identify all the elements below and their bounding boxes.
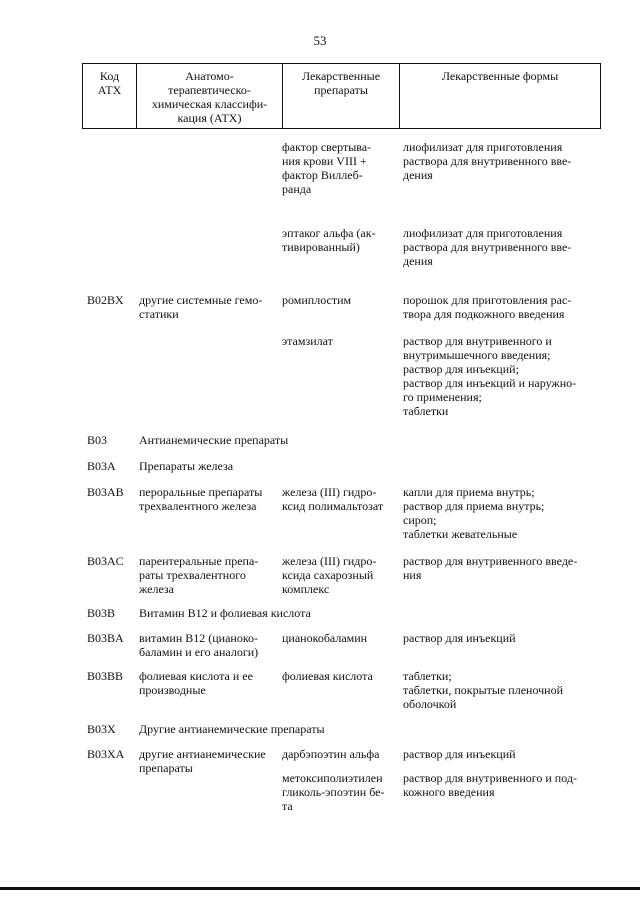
dosage-form: таблетки; таблетки, покрытые пленочной оболочкой xyxy=(403,669,564,711)
atc-code: B03XA xyxy=(87,747,125,761)
drug-name: фактор свертыва- ния крови VIII + фактор Виллеб- ранда xyxy=(282,140,372,196)
dosage-form: раствор для внутривенного и под- кожного введения xyxy=(403,771,577,799)
atc-code: B03B xyxy=(87,606,116,620)
atc-name: парентеральные препа- раты трехвалентного железа xyxy=(139,554,259,596)
dosage-form: порошок для приготовления рас- твора для подкожного введения xyxy=(403,293,572,321)
atc-name: другие антианемические препараты xyxy=(139,747,266,775)
dosage-form: раствор для инъекций xyxy=(403,747,516,761)
header-forms: Лекарственные формы xyxy=(441,69,559,83)
drug-name: цианокобаламин xyxy=(282,631,368,645)
table-header xyxy=(82,63,601,129)
dosage-form: раствор для внутривенного и внутримышечного введения; раствор для инъекций; раствор для инъекций и наружно- го применения; таблетки xyxy=(403,334,577,418)
atc-name: пероральные препараты трехвалентного железа xyxy=(139,485,263,513)
atc-code: B03BB xyxy=(87,669,124,683)
atc-code: B02BX xyxy=(87,293,124,307)
atc-group-title: Другие антианемические препараты xyxy=(139,722,325,736)
page-number: 53 xyxy=(313,33,327,48)
dosage-form: капли для приема внутрь; раствор для приема внутрь; сироп; таблетки жевательные xyxy=(403,485,545,541)
atc-code: B03X xyxy=(87,722,116,736)
drug-name: дарбэпоэтин альфа xyxy=(282,747,380,761)
atc-name: витамин B12 (цианоко- баламин и его аналоги) xyxy=(139,631,259,659)
atc-name: другие системные гемо- статики xyxy=(139,293,263,321)
atc-code: B03AC xyxy=(87,554,124,568)
header-code: Код АТХ xyxy=(83,64,137,128)
atc-name: фолиевая кислота и ее производные xyxy=(139,669,253,697)
dosage-form: лиофилизат для приготовления раствора для внутривенного вве- дения xyxy=(403,226,572,268)
header-classification: Анатомо- терапевтическо- химическая классифи- кация (АТХ) xyxy=(137,64,283,128)
drug-name: метоксиполиэтилен гликоль-эпоэтин бе- та xyxy=(282,771,385,813)
drug-name: железа (III) гидро- ксид полимальтозат xyxy=(282,485,384,513)
bottom-rule xyxy=(0,887,640,890)
drug-name: ромиплостим xyxy=(282,293,352,307)
atc-group-title: Препараты железа xyxy=(139,459,234,473)
drug-name: железа (III) гидро- ксида сахарозный комплекс xyxy=(282,554,377,596)
dosage-form: лиофилизат для приготовления раствора для внутривенного вве- дения xyxy=(403,140,572,182)
atc-group-title: Антианемические препараты xyxy=(139,433,289,447)
atc-code: B03AB xyxy=(87,485,124,499)
drug-name: фолиевая кислота xyxy=(282,669,373,683)
dosage-form: раствор для инъекций xyxy=(403,631,516,645)
atc-group-title: Витамин B12 и фолиевая кислота xyxy=(139,606,311,620)
atc-code: B03A xyxy=(87,459,116,473)
atc-code: B03 xyxy=(87,433,108,447)
drug-name: этамзилат xyxy=(282,334,333,348)
atc-code: B03BA xyxy=(87,631,124,645)
header-drugs: Лекарственные препараты xyxy=(283,64,400,128)
dosage-form: раствор для внутривенного введе- ния xyxy=(403,554,578,582)
drug-name: эптаког альфа (ак- тивированный) xyxy=(282,226,376,254)
